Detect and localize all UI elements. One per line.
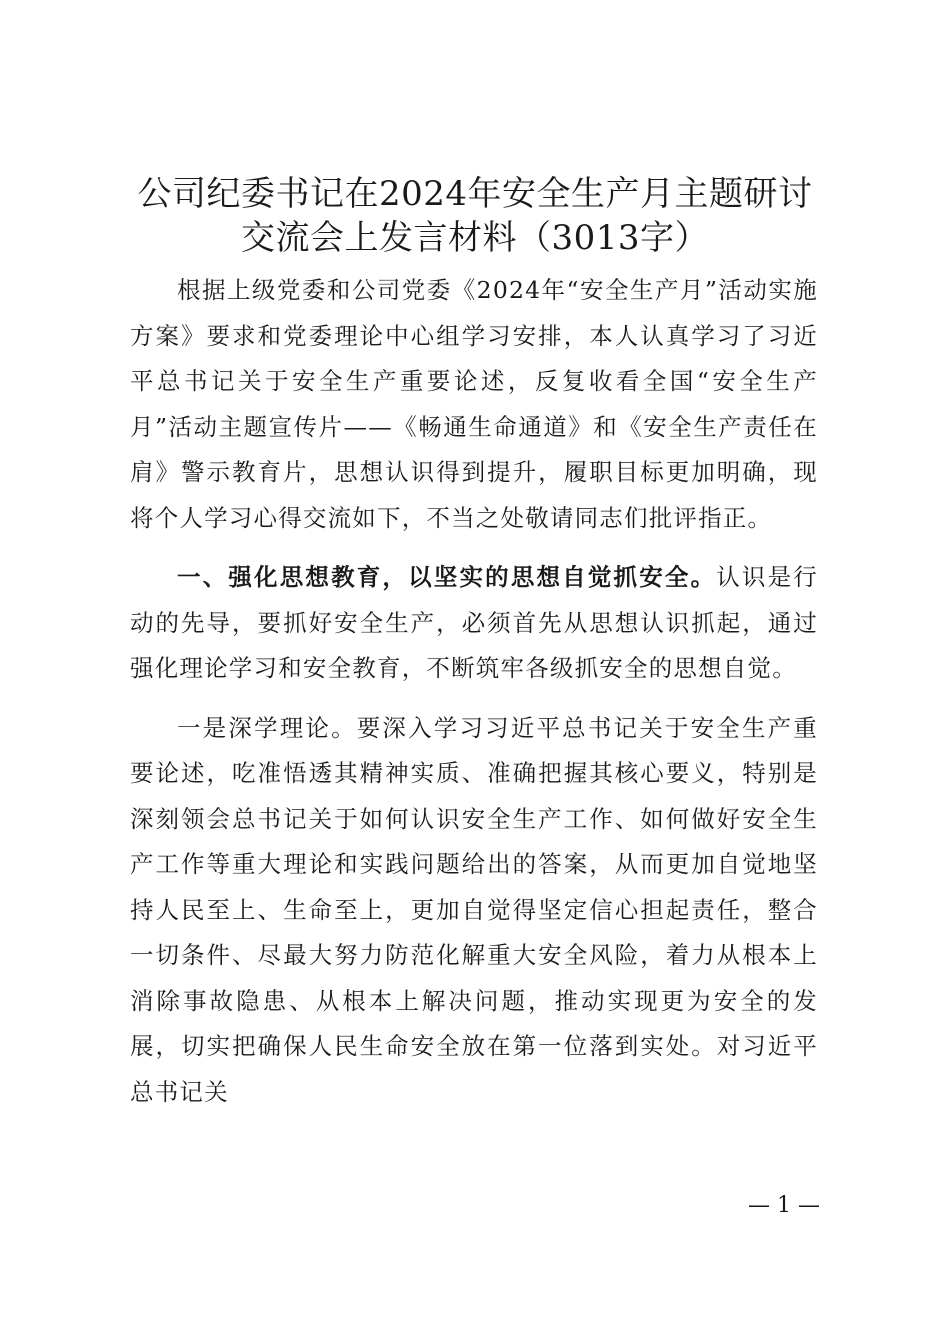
- section-1-text: 认识是行动的先导，要抓好安全生产，必须首先从思想认识抓起，通过强化理论学习和安全教育，不断筑牢各级抓安全的思想自觉。: [130, 563, 818, 682]
- title-line-2: 交流会上发言材料（3013字）: [240, 218, 710, 258]
- page-number: — 1 —: [748, 1193, 820, 1218]
- document-title: [120, 172, 830, 260]
- section-1-heading: 一、强化思想教育，以坚实的思想自觉抓安全。: [177, 563, 717, 591]
- title-line-1: 公司纪委书记在2024年安全生产月主题研讨: [137, 174, 813, 214]
- point-1-paragraph: 一是深学理论。要深入学习习近平总书记关于安全生产重要论述，吃准悟透其精神实质、准确把握其核心要义，特别是深刻领会总书记关于如何认识安全生产工作、如何做好安全生产工作等重大理论和实践问题给出的答案，从而更加自觉地坚持人民至上、生命至上，更加自觉得坚定信心担起责任，整合一切条件、尽最大努力防范化解重大安全风险，着力从根本上消除事故隐患、从根本上解决问题，推动实现更为安全的发展，切实把确保人民生命安全放在第一位落到实处。对习近平总书记关: [130, 713, 818, 1106]
- intro-paragraph: 根据上级党委和公司党委《2024年“安全生产月”活动实施方案》要求和党委理论中心组学习安排，本人认真学习了习近平总书记关于安全生产重要论述，反复收看全国“安全生产月”活动主题宣传片——《畅通生命通道》和《安全生产责任在肩》警示教育片，思想认识得到提升，履职目标更加明确，现将个人学习心得交流如下，不当之处敬请同志们批评指正。: [130, 276, 818, 532]
- document-body: [130, 268, 818, 1115]
- section-1-paragraph: [130, 555, 818, 692]
